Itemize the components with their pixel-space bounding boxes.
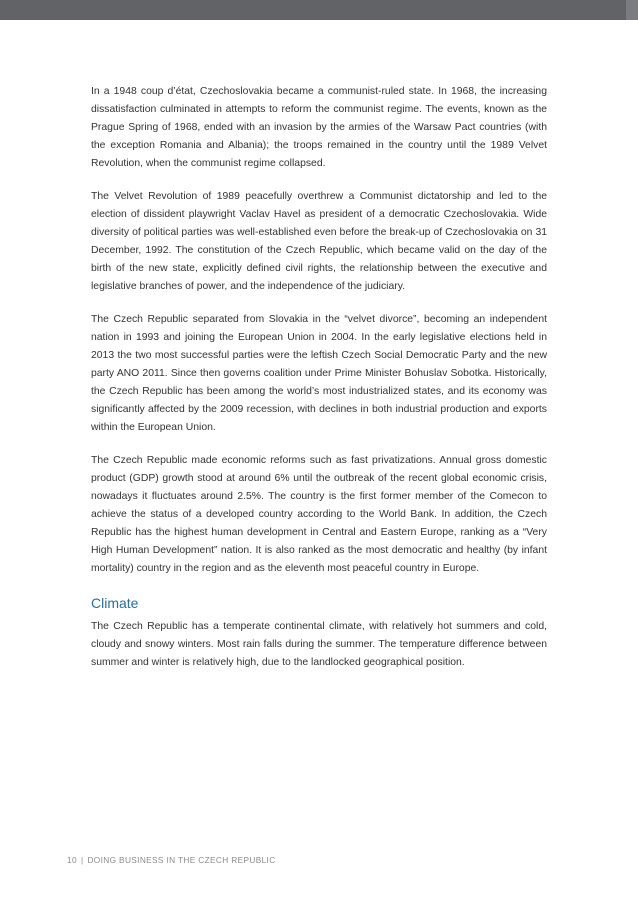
paragraph-velvet-revolution: The Velvet Revolution of 1989 peacefully overthrew a Communist dictatorship and led to the election of dissident playwright Vaclav Havel as president of a democratic Czechoslovakia. Wide diversity of political parties was well-established even before the break-up of Czechoslovakia on 31 December, 1992. The constitution of the Czech Republic, which became valid on the day of the birth of the new state, explicitly defined civil rights, the relationship between the executive and legislative branches of power, and the independence of the judiciary. bbox=[91, 191, 547, 292]
footer-separator: | bbox=[80, 855, 84, 865]
paragraph-communist-era: In a 1948 coup d’état, Czechoslovakia became a communist-ruled state. In 1968, the increasing dissatisfaction culminated in attempts to reform the communist regime. The events, known as the Prague Spring of 1968, ended with an invasion by the armies of the Warsaw Pact countries (with the exception Romania and Albania); the troops remained in the country until the 1989 Velvet Revolution, when the communist regime collapsed. bbox=[91, 86, 547, 169]
page-content bbox=[91, 83, 547, 687]
page-number: 10 bbox=[67, 855, 77, 865]
page-footer bbox=[67, 855, 276, 865]
top-header-bar bbox=[0, 0, 638, 20]
footer-title: DOING BUSINESS IN THE CZECH REPUBLIC bbox=[87, 855, 276, 865]
paragraph-climate: The Czech Republic has a temperate continental climate, with relatively hot summers and cold, cloudy and snowy winters. Most rain falls during the summer. The temperature difference between summer and winter is relatively high, due to the landlocked geographical position. bbox=[91, 621, 547, 668]
paragraph-economic-reforms: The Czech Republic made economic reforms such as fast privatizations. Annual gross domestic product (GDP) growth stood at around 6% until the outbreak of the recent global economic crisis, nowadays it fluctuates around 2.5%. The country is the first former member of the Comecon to achieve the status of a developed country according to the World Bank. In addition, the Czech Republic has the highest human development in Central and Eastern Europe, ranking as a “Very High Human Development” nation. It is also ranked as the most democratic and healthy (by infant mortality) country in the region and as the eleventh most peaceful country in Europe. bbox=[91, 455, 547, 574]
climate-heading: Climate bbox=[91, 595, 139, 611]
paragraph-independence: The Czech Republic separated from Slovakia in the “velvet divorce”, becoming an independent nation in 1993 and joining the European Union in 2004. In the early legislative elections held in 2013 the two most successful parties were the leftish Czech Social Democratic Party and the new party ANO 2011. Since then governs coalition under Prime Minister Bohuslav Sobotka. Historically, the Czech Republic has been among the world’s most industrialized states, and its economy was significantly affected by the 2009 recession, with declines in both industrial production and exports within the European Union. bbox=[91, 314, 547, 433]
top-header-bar-corner bbox=[626, 0, 638, 20]
